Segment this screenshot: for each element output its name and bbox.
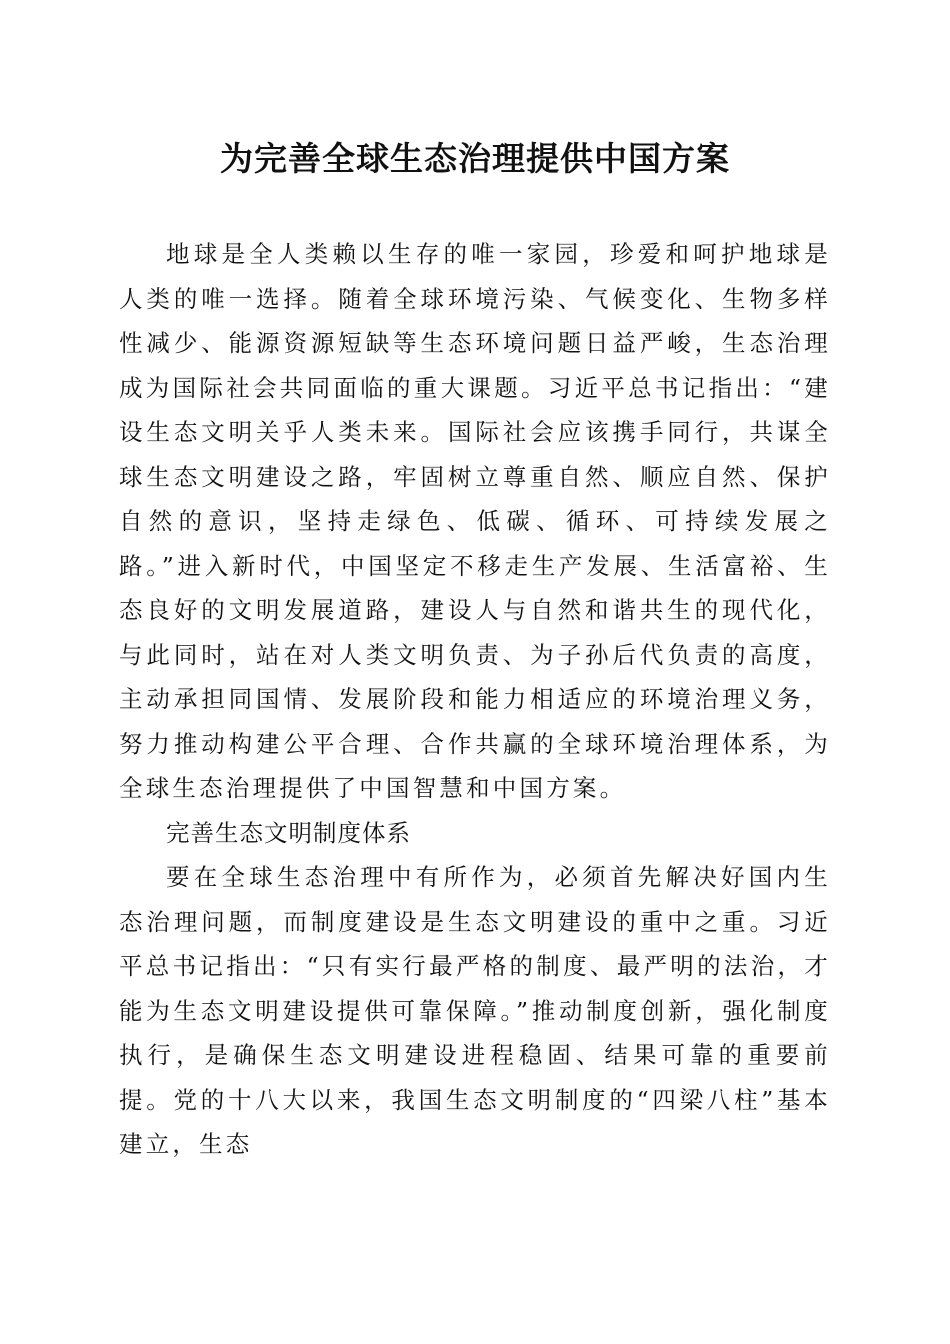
body-paragraph: 要在全球生态治理中有所作为，必须首先解决好国内生态治理问题，而制度建设是生态文明建设的重中之重。习近平总书记指出：“只有实行最严格的制度、最严明的法治，才能为生态文明建设提供可靠保障。”推动制度创新，强化制度执行，是确保生态文明建设进程稳固、结果可靠的重要前提。党的十八大以来，我国生态文明制度的“四梁八柱”基本建立，生态 bbox=[119, 863, 831, 1158]
document-body bbox=[119, 232, 831, 1167]
body-paragraph: 地球是全人类赖以生存的唯一家园，珍爱和呵护地球是人类的唯一选择。随着全球环境污染、气候变化、生物多样性减少、能源资源短缺等生态环境问题日益严峻，生态治理成为国际社会共同面临的重大课题。习近平总书记指出：“建设生态文明关乎人类未来。国际社会应该携手同行，共谋全球生态文明建设之路，牢固树立尊重自然、顺应自然、保护自然的意识，坚持走绿色、低碳、循环、可持续发展之路。”进入新时代，中国坚定不移走生产发展、生活富裕、生态良好的文明发展道路，建设人与自然和谐共生的现代化，与此同时，站在对人类文明负责、为子孙后代负责的高度，主动承担同国情、发展阶段和能力相适应的环境治理义务，努力推动构建公平合理、合作共赢的全球环境治理体系，为全球生态治理提供了中国智慧和中国方案。 bbox=[119, 240, 831, 802]
section-subheading: 完善生态文明制度体系 bbox=[166, 818, 411, 847]
document-title: 为完善全球生态治理提供中国方案 bbox=[220, 139, 730, 178]
